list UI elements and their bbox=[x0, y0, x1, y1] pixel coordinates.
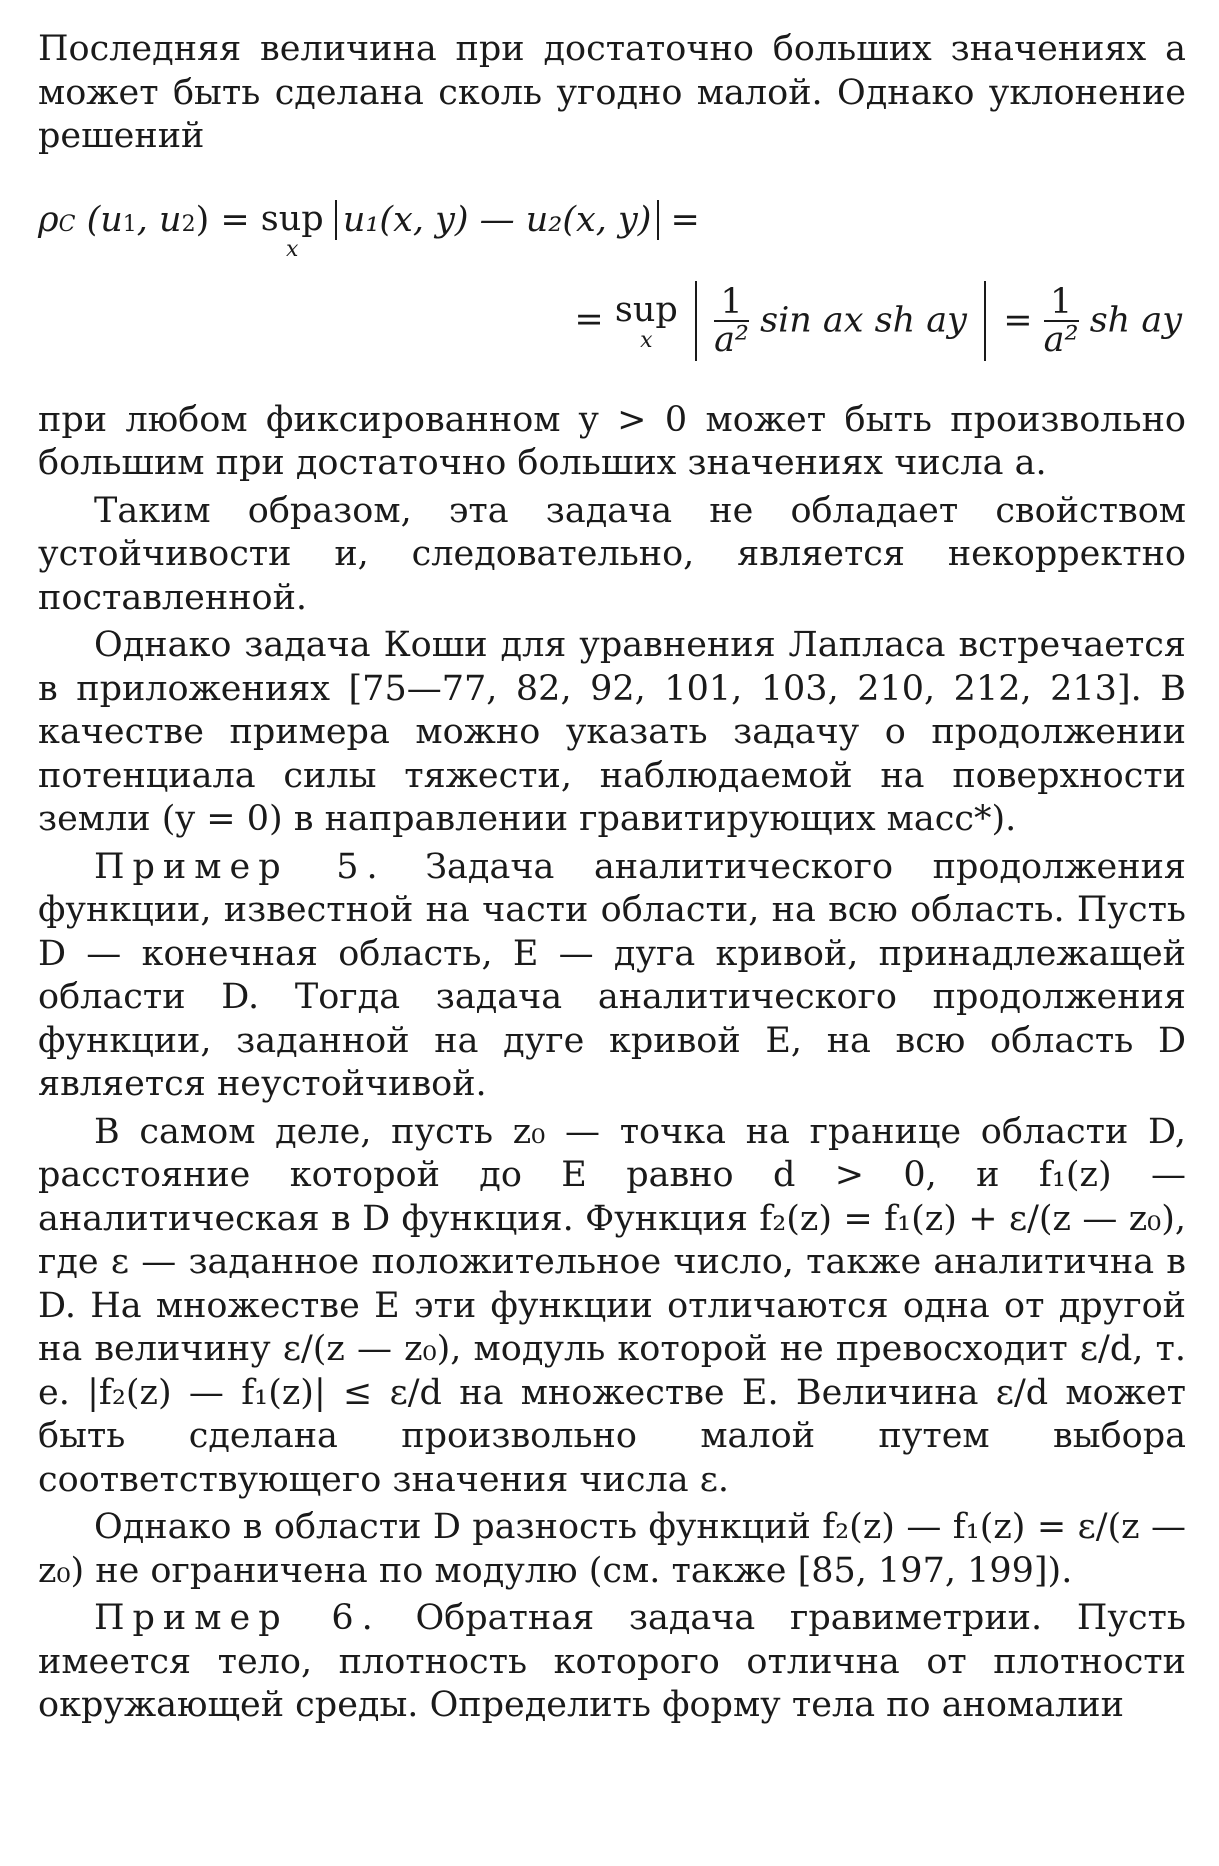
paragraph-7: Однако в области D разность функций f₂(z) — f₁(z) = ε/(z — z₀) не ограничена по модулю (см. также [85, 197, 199]). bbox=[38, 1507, 1186, 1591]
paragraph-4: Однако задача Коши для уравнения Лапласа встречается в приложениях [75—77, 82, 92, 101, 103, 210, 212, 213]. В качестве примера можно указать задачу о продолжении потенциала силы тяжести, наблюдаемой на поверхности земли (y = 0) в направлении гравитирующих масс*). bbox=[38, 625, 1186, 839]
eq-sup-limit: x bbox=[286, 236, 299, 262]
paragraph-5 bbox=[38, 846, 1186, 1107]
eq-rho-sub: C bbox=[58, 211, 76, 237]
equation-line-2 bbox=[38, 281, 1186, 399]
paragraph-3: Таким образом, эта задача не обладает свойством устойчивости и, следовательно, является некорректно поставленной. bbox=[38, 490, 1186, 618]
eq-sup-operator bbox=[261, 199, 324, 261]
paragraph-2: при любом фиксированном y > 0 может быть произвольно большим при достаточно больших значениях числа a. bbox=[38, 399, 1186, 483]
equation-line-1 bbox=[38, 199, 1186, 265]
eq2-sup-operator bbox=[615, 290, 678, 352]
example-6-label: Пример 6. bbox=[94, 1598, 381, 1638]
eq2-abs-bar-left bbox=[695, 281, 697, 361]
eq-abs-expression: u₁(x, y) — u₂(x, y) bbox=[335, 200, 660, 240]
paragraph-1: Последняя величина при достаточно больших значениях a может быть сделана сколь угодно малой. Однако уклонение решений bbox=[38, 29, 1186, 156]
eq2-leading-equals: = bbox=[574, 299, 615, 339]
eq-args-comma: , u bbox=[136, 199, 182, 240]
paragraph-6: В самом деле, пусть z₀ — точка на границе области D, расстояние которой до E равно d > 0, и f₁(z) — аналитическая в D функция. Функция f₂(z) = f₁(z) + ε/(z — z₀), где ε — заданное положительное число, также аналитична в D. На множестве E эти функции отличаются одна от другой на величину ε/(z — z₀), модуль которой не превосходит ε/d, т. е. |f₂(z) — f₁(z)| ≤ ε/d на множестве E. Величина ε/d может быть сделана произвольно малой путем выбора соответствующего значения числа ε. bbox=[38, 1111, 1186, 1500]
eq2-sup-text: sup bbox=[614, 289, 678, 330]
eq2-sup-limit: x bbox=[640, 327, 653, 353]
example-5-label: Пример 5. bbox=[94, 846, 386, 887]
eq2-fraction-2 bbox=[1043, 281, 1079, 360]
eq2-sin-term: sin ax sh ay bbox=[760, 299, 967, 340]
eq-args-close: ) = bbox=[195, 199, 261, 240]
paragraph-8 bbox=[38, 1597, 1186, 1728]
example-5-text: Задача аналитического продолжения функции, известной на части области, на всю область. Пусть D — конечная область, E — дуга кривой, принадлежащей области D. Тогда задача аналитического продолжения функции, заданной на дуге кривой E, на всю область D является неустойчивой. bbox=[38, 846, 1186, 1104]
eq-args-open: (u bbox=[86, 199, 123, 240]
eq-sub-1: 1 bbox=[122, 211, 137, 237]
eq2-frac1-num: 1 bbox=[714, 284, 749, 322]
eq-trailing-equals: = bbox=[670, 199, 700, 240]
eq2-frac2-den: a² bbox=[1043, 319, 1079, 360]
eq-sub-2: 2 bbox=[181, 211, 196, 237]
eq2-fraction-1 bbox=[714, 281, 749, 360]
eq2-sh-term: sh ay bbox=[1089, 299, 1182, 340]
example-6-text: Обратная задача гравиметрии. Пусть имеется тело, плотность которого отлична от плотности окружающей среды. Определить форму тела по аномалии bbox=[38, 1598, 1186, 1725]
eq-rho: ρ bbox=[38, 199, 59, 240]
eq2-frac1-den: a² bbox=[714, 319, 749, 360]
eq-sup-text: sup bbox=[260, 198, 324, 239]
eq2-middle-equals: = bbox=[1003, 299, 1044, 340]
eq2-abs-bar-right bbox=[984, 281, 986, 361]
eq2-frac2-num: 1 bbox=[1044, 284, 1079, 322]
